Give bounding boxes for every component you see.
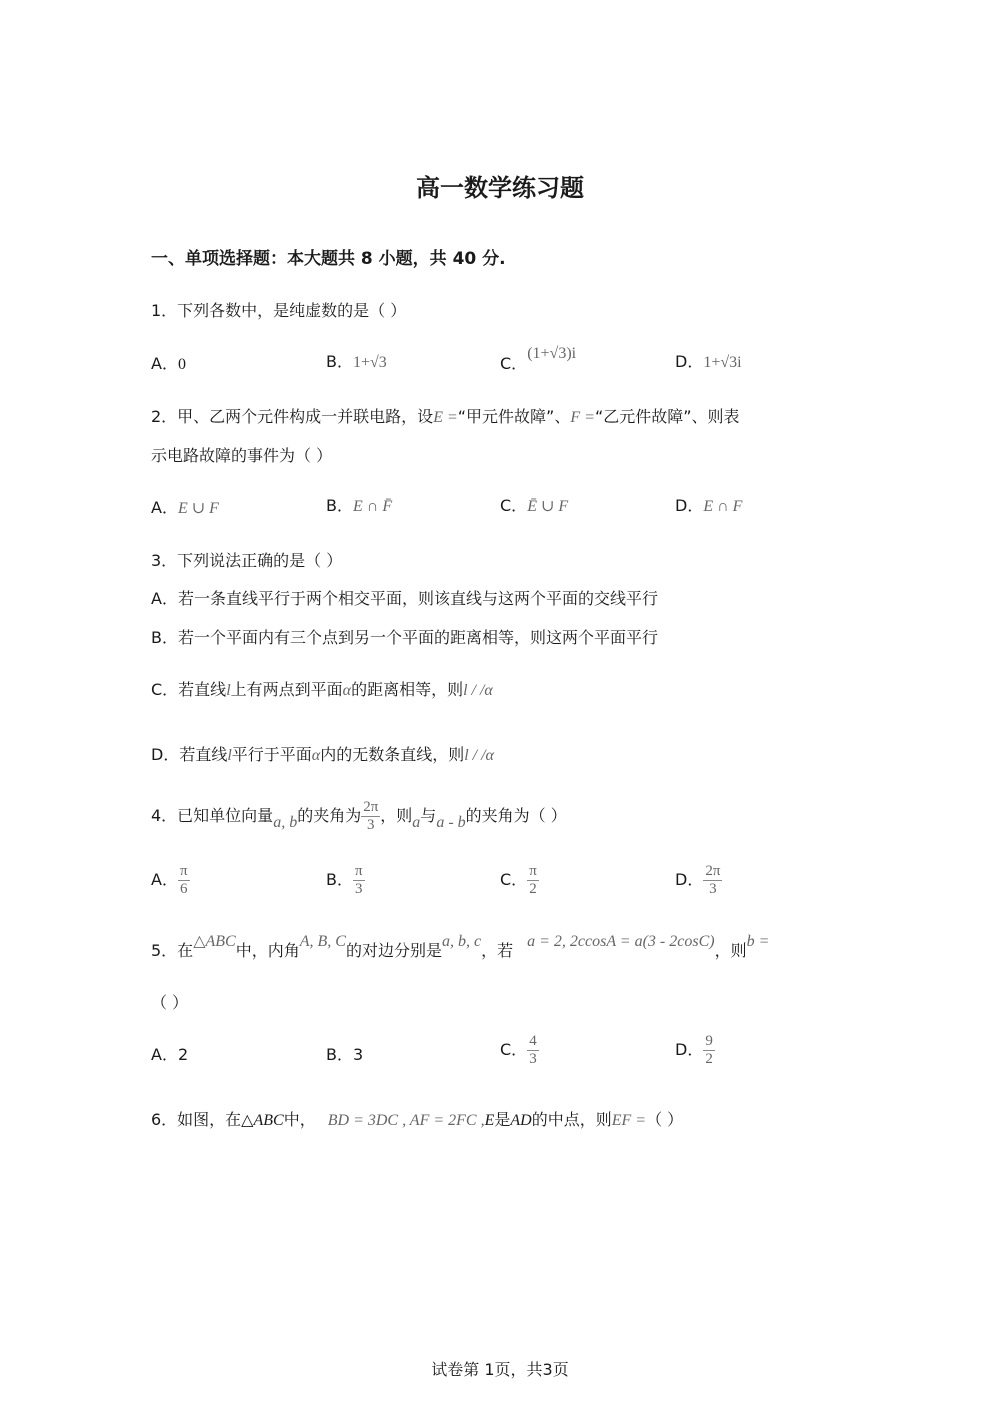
- fraction: [178, 863, 190, 899]
- math-abc: ABC: [253, 1112, 284, 1129]
- option-label: C．: [500, 870, 528, 889]
- option-value: 1+√3: [352, 354, 387, 371]
- option-label: D．: [675, 870, 704, 889]
- math-f: F =: [570, 409, 595, 426]
- q1-option-d: [675, 349, 742, 372]
- stem-text: 中，内角: [235, 941, 300, 960]
- option-text: C．若直线: [151, 680, 227, 699]
- question-2-stem: [151, 404, 740, 427]
- option-label: D．: [675, 496, 704, 515]
- option-label: A．: [151, 354, 178, 373]
- stem-text: 的对边分别是: [345, 941, 442, 960]
- option-label: A．: [151, 498, 178, 517]
- q3-option-a: A．若一条直线平行于两个相交平面，则该直线与这两个平面的交线平行: [151, 589, 658, 608]
- stem-text: “乙元件故障”、则表: [594, 407, 740, 426]
- stem-text: 4．已知单位向量: [151, 806, 274, 825]
- fraction: [527, 863, 539, 899]
- numerator: 2π: [703, 863, 722, 881]
- math-e: E =: [433, 409, 458, 426]
- question-2-stem-line2: 示电路故障的事件为（ ）: [151, 446, 333, 465]
- option-text: 内的无数条直线，则: [320, 745, 465, 764]
- q2-option-a: [151, 495, 219, 518]
- question-5-stem: [151, 928, 770, 960]
- question-3-stem: 3．下列说法正确的是（ ）: [151, 551, 343, 570]
- option-label: B．: [326, 496, 353, 515]
- option-label: A．: [151, 1045, 178, 1064]
- math-ab: a, b: [273, 814, 298, 831]
- option-value: Ē ∪ F: [527, 498, 569, 515]
- math-conclusion: l / /α: [463, 682, 493, 699]
- stem-text: 的夹角为（ ）: [465, 806, 567, 825]
- numerator: π: [353, 863, 365, 881]
- denominator: 2: [529, 881, 537, 897]
- stem-text: 的中点，则: [531, 1110, 612, 1129]
- question-5-stem-line2: （ ）: [151, 993, 189, 1012]
- math-conclusion: l / /α: [464, 747, 494, 764]
- denominator: 3: [366, 817, 375, 833]
- fraction: [353, 863, 365, 899]
- option-value: E ∪ F: [177, 500, 219, 517]
- page-title: 高一数学练习题: [416, 174, 584, 202]
- option-text: D．若直线: [151, 745, 228, 764]
- denominator: 3: [529, 1051, 537, 1067]
- q5-option-a: [151, 1042, 188, 1065]
- denominator: 3: [709, 881, 717, 897]
- numerator: π: [527, 863, 539, 881]
- option-label: C．: [500, 496, 528, 515]
- stem-text: （ ）: [646, 1110, 684, 1129]
- math-condition: BD = 3DC , AF = 2FC ,: [327, 1112, 485, 1129]
- numerator: 9: [703, 1033, 715, 1051]
- stem-text: ，则: [380, 806, 413, 825]
- option-label: B．: [326, 1045, 353, 1064]
- q2-option-b: [326, 493, 392, 516]
- stem-text: ，则: [714, 941, 747, 960]
- stem-text: 的夹角为: [297, 806, 362, 825]
- stem-text: 6．如图，在△: [151, 1110, 254, 1129]
- option-label: D．: [675, 352, 704, 371]
- denominator: 2: [705, 1051, 713, 1067]
- q5-option-c: [500, 1026, 539, 1074]
- math-alpha: α: [311, 747, 321, 764]
- q4-option-d: [675, 856, 722, 904]
- section-heading: 一、单项选择题：本大题共 8 小题，共 40 分.: [151, 249, 506, 269]
- stem-text: ，若: [481, 941, 514, 960]
- math-condition: a = 2, 2ccosA = a(3 - 2cosC): [527, 933, 715, 950]
- fraction: [703, 863, 722, 899]
- math-a-minus-b: a - b: [436, 814, 466, 831]
- q4-option-a: [151, 856, 190, 904]
- fraction-2pi-3: [361, 799, 380, 835]
- option-value: (1+√3)i: [527, 345, 577, 362]
- math-angles: A, B, C: [299, 933, 346, 950]
- option-label: B．: [326, 352, 353, 371]
- denominator: 6: [179, 881, 188, 897]
- option-text: 平行于平面: [231, 745, 312, 764]
- fraction: [703, 1033, 715, 1069]
- option-value: E ∩ F: [703, 498, 743, 515]
- stem-text: 中，: [283, 1110, 316, 1129]
- question-4-stem: [151, 792, 567, 841]
- math-triangle: △ABC: [193, 933, 236, 950]
- option-label: C．: [500, 1040, 528, 1059]
- math-b: b =: [746, 933, 770, 950]
- stem-text: 5．在: [151, 941, 194, 960]
- q4-option-b: [326, 856, 365, 904]
- q3-option-d: [151, 742, 494, 765]
- math-a: a: [412, 814, 421, 831]
- math-l: l: [226, 682, 231, 699]
- question-6-stem: [151, 1107, 683, 1130]
- q2-option-d: [675, 493, 742, 516]
- q2-option-c: [500, 493, 568, 516]
- option-text: 的距离相等，则: [351, 680, 464, 699]
- math-ad: AD: [510, 1112, 532, 1129]
- option-value: 0: [177, 356, 186, 373]
- option-value: 3: [352, 1045, 364, 1064]
- option-text: 上有两点到平面: [230, 680, 343, 699]
- stem-text: 是: [494, 1110, 511, 1129]
- option-label: A．: [151, 870, 178, 889]
- q1-option-b: [326, 349, 387, 372]
- math-alpha: α: [342, 682, 352, 699]
- numerator: 2π: [361, 799, 380, 817]
- option-label: B．: [326, 870, 353, 889]
- q1-option-c: [500, 340, 577, 373]
- q3-option-b: B．若一个平面内有三个点到另一个平面的距离相等，则这两个平面平行: [151, 628, 658, 647]
- math-e: E: [484, 1112, 495, 1129]
- fraction: [527, 1033, 539, 1069]
- numerator: π: [178, 863, 190, 881]
- option-value: E ∩ F̄: [352, 498, 393, 515]
- stem-text: 2．甲、乙两个元件构成一并联电路，设: [151, 407, 434, 426]
- math-ef: EF =: [611, 1112, 647, 1129]
- q5-option-b: [326, 1042, 363, 1065]
- denominator: 3: [355, 881, 363, 897]
- option-label: D．: [675, 1040, 704, 1059]
- q4-option-c: [500, 856, 539, 904]
- option-value: 1+√3i: [703, 354, 742, 371]
- q5-option-d: [675, 1026, 715, 1074]
- q1-option-a: [151, 351, 186, 374]
- page-footer: 试卷第 1页，共3页: [431, 1360, 569, 1379]
- option-label: C．: [500, 354, 528, 373]
- numerator: 4: [527, 1033, 539, 1051]
- math-sides: a, b, c: [441, 933, 482, 950]
- option-value: 2: [177, 1045, 189, 1064]
- stem-text: “甲元件故障”、: [457, 407, 571, 426]
- q3-option-c: [151, 677, 493, 700]
- question-1-stem: 1．下列各数中，是纯虚数的是（ ）: [151, 301, 407, 320]
- math-l: l: [227, 747, 232, 764]
- stem-text: 与: [420, 806, 437, 825]
